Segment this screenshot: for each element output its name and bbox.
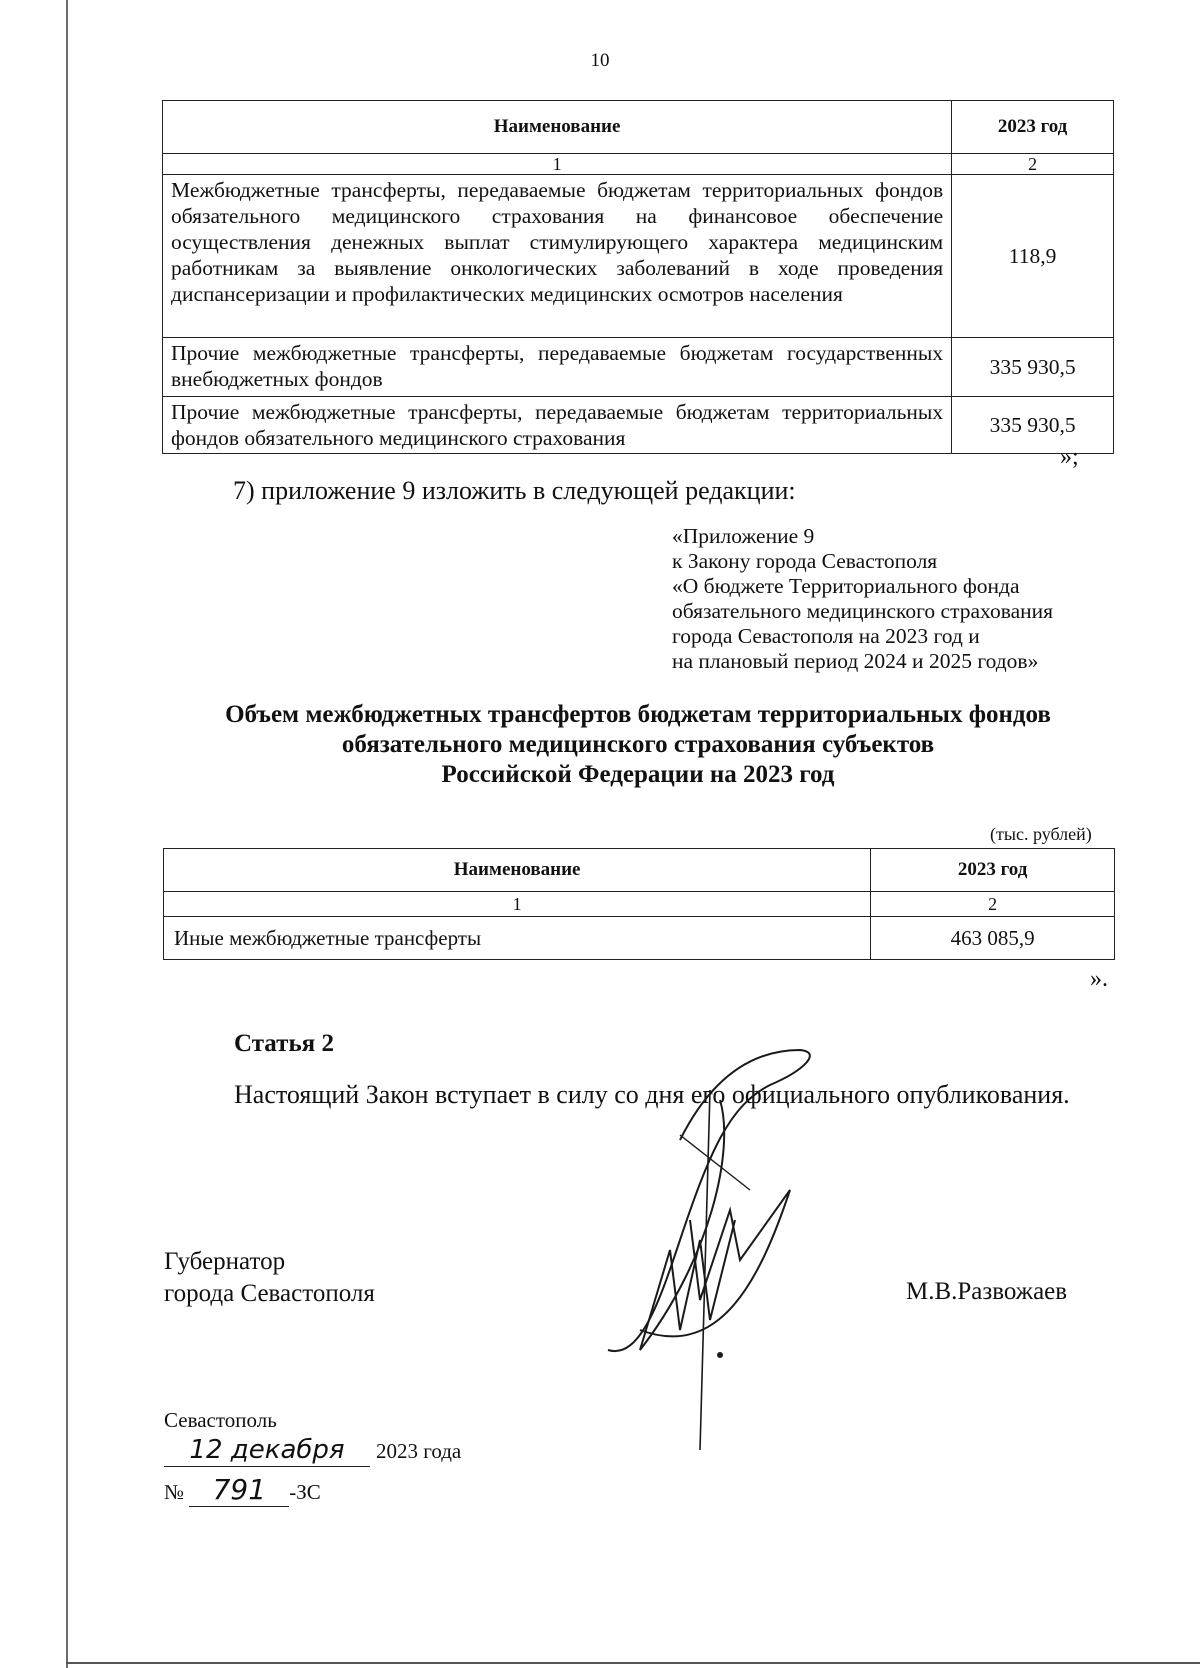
- table-row: [163, 397, 1114, 454]
- amendment-item-7: 7) приложение 9 изложить в следующей редакции:: [233, 476, 796, 505]
- number-suffix: -ЗС: [289, 1480, 321, 1504]
- number-sign: №: [164, 1480, 185, 1504]
- table-row: [163, 175, 1114, 338]
- scan-left-edge: [66, 0, 68, 1668]
- handwritten-date: 12 декабря: [164, 1434, 370, 1467]
- row-value: 335 930,5: [952, 338, 1114, 397]
- column-number: 2: [952, 154, 1114, 175]
- header-year: 2023 год: [871, 849, 1115, 892]
- closing-quote: ».: [1090, 966, 1108, 992]
- row-name: Прочие межбюджетные трансферты, передаваемые бюджетам территориальных фондов обязательного медицинского страхования: [163, 397, 952, 454]
- place-of-signing: Севастополь: [164, 1408, 277, 1432]
- table-row: [163, 338, 1114, 397]
- annex-line: к Закону города Севастополя: [672, 549, 938, 573]
- table-header-row: [163, 101, 1114, 154]
- row-name: Межбюджетные трансферты, передаваемые бюджетам территориальных фондов обязательного медицинского страхования на финансовое обеспечение осуществления денежных выплат стимулирующего характера медицинским работникам за выявление онкологических заболеваний в ходе проведения диспансеризации и профилактических медицинских осмотров населения: [163, 175, 952, 338]
- annex-line: «О бюджете Территориального фонда: [672, 574, 1020, 598]
- row-value: 118,9: [952, 175, 1114, 338]
- column-number-row: [164, 892, 1115, 917]
- column-number: 1: [164, 892, 871, 917]
- handwritten-signature: [560, 1030, 820, 1480]
- annex-reference: [672, 524, 1053, 674]
- law-number-line: [164, 1474, 321, 1510]
- transfers-table-2023: [163, 848, 1115, 960]
- header-year: 2023 год: [952, 101, 1114, 154]
- annex-line: города Севастополя на 2023 год и: [672, 624, 980, 648]
- article-text: Настоящий Закон вступает в силу со дня его официального опубликования.: [234, 1080, 1070, 1109]
- date-line: [164, 1434, 461, 1470]
- date-year: 2023 года: [376, 1439, 462, 1463]
- scan-bottom-edge: [66, 1662, 1200, 1664]
- annex-line: «Приложение 9: [672, 524, 815, 548]
- transfers-table-continued: [162, 100, 1114, 454]
- column-number: 1: [163, 154, 952, 175]
- page-number: 10: [590, 50, 610, 71]
- annex-line: обязательного медицинского страхования: [672, 599, 1054, 623]
- column-number-row: [163, 154, 1114, 175]
- table-row: [164, 917, 1115, 960]
- unit-label: (тыс. рублей): [990, 824, 1092, 844]
- title-line: Российской Федерации на 2023 год: [441, 761, 835, 788]
- closing-quote: »;: [1060, 444, 1079, 470]
- row-name: Прочие межбюджетные трансферты, передаваемые бюджетам государственных внебюджетных фондов: [163, 338, 952, 397]
- title-line: обязательного медицинского страхования субъектов: [341, 731, 935, 758]
- signatory-name: М.В.Развожаев: [906, 1278, 1068, 1305]
- row-name: Иные межбюджетные трансферты: [164, 917, 871, 960]
- signatory-title-line: города Севастополя: [164, 1280, 375, 1307]
- title-line: Объем межбюджетных трансфертов бюджетам территориальных фондов: [225, 701, 1051, 728]
- annex-line: на плановый период 2024 и 2025 годов»: [672, 649, 1039, 673]
- row-value: 463 085,9: [871, 917, 1115, 960]
- signatory-title: [164, 1246, 375, 1310]
- document-title: [162, 700, 1114, 790]
- handwritten-number: 791: [189, 1474, 289, 1507]
- signatory-title-line: Губернатор: [164, 1248, 286, 1275]
- column-number: 2: [871, 892, 1115, 917]
- table-header-row: [164, 849, 1115, 892]
- header-name: Наименование: [163, 101, 952, 154]
- row-value: 335 930,5: [952, 397, 1114, 454]
- article-title: Статья 2: [234, 1030, 334, 1057]
- header-name: Наименование: [164, 849, 871, 892]
